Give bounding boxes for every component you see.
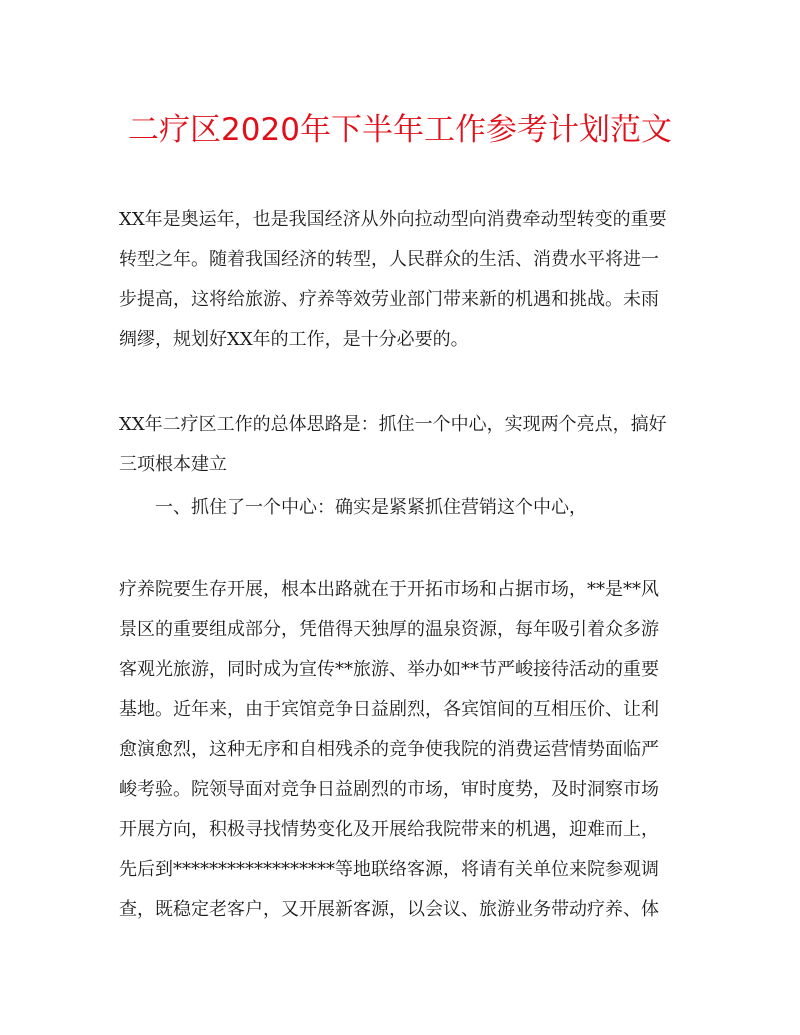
paragraph-section-one-heading [119, 488, 681, 528]
paragraph-line: 三项根本建立 [119, 454, 227, 475]
paragraph-line: 景区的重要组成部分，凭借得天独厚的温泉资源，每年吸引着众多游 [119, 619, 659, 640]
paragraph-intro [119, 200, 681, 360]
paragraph-line: 先后到******************等地联络客源，将请有关单位来院参观调 [119, 859, 659, 880]
paragraph-line: 客观光旅游，同时成为宣传**旅游、举办如**节严峻接待活动的重要 [119, 659, 659, 680]
document-title: 二疗区2020年下半年工作参考计划范文 [128, 112, 672, 148]
paragraph-line: XX年是奥运年，也是我国经济从外向拉动型向消费牵动型转变的重要 [119, 209, 667, 230]
paragraph-line: 基地。近年来，由于宾馆竞争日益剧烈，各宾馆间的互相压价、让利 [119, 699, 659, 720]
paragraph-line: 步提高，这将给旅游、疗养等效劳业部门带来新的机遇和挑战。未雨 [119, 289, 659, 310]
paragraph-line: 愈演愈烈，这种无序和自相残杀的竞争使我院的消费运营情势面临严 [119, 739, 659, 760]
paragraph-body [119, 570, 681, 930]
paragraph-line: 一、抓住了一个中心：确实是紧紧抓住营销这个中心， [155, 497, 587, 518]
paragraph-line: 转型之年。随着我国经济的转型，人民群众的生活、消费水平将进一 [119, 249, 659, 270]
paragraph-line: 绸缪，规划好XX年的工作，是十分必要的。 [119, 329, 469, 350]
paragraph-line: 疗养院要生存开展，根本出路就在于开拓市场和占据市场，**是**风 [119, 579, 659, 600]
paragraph-line: 查，既稳定老客户，又开展新客源，以会议、旅游业务带动疗养、体 [119, 899, 659, 920]
paragraph-line: 峻考验。院领导面对竞争日益剧烈的市场，审时度势，及时洞察市场 [119, 779, 659, 800]
paragraph-line: XX年二疗区工作的总体思路是：抓住一个中心，实现两个亮点，搞好 [119, 414, 667, 435]
paragraph-line: 开展方向，积极寻找情势变化及开展给我院带来的机遇，迎难而上， [119, 819, 659, 840]
paragraph-overview [119, 405, 681, 485]
